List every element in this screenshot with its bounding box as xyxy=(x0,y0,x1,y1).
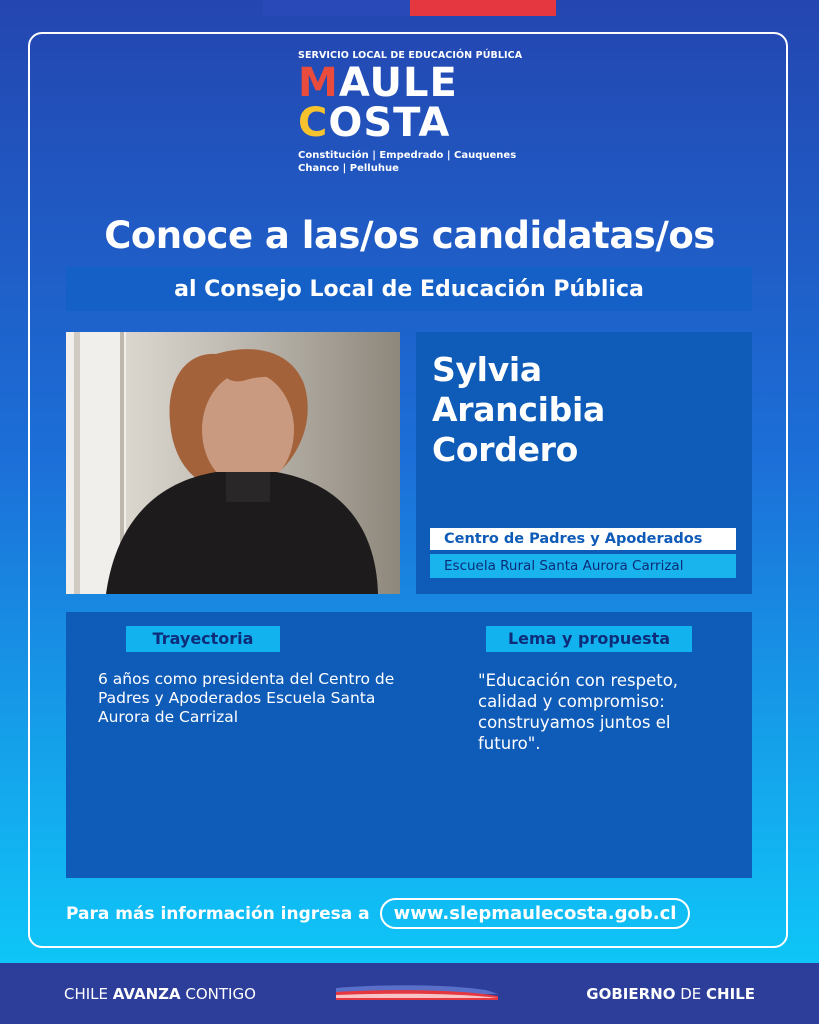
more-info-row xyxy=(66,898,690,929)
candidate-name-line-3: Cordero xyxy=(432,430,579,469)
info-panel xyxy=(66,612,752,878)
flag-stripes-icon xyxy=(336,984,498,1000)
candidate-name-panel xyxy=(416,332,752,594)
candidate-name-line-2: Arancibia xyxy=(432,390,605,429)
page-title: Conoce a las/os candidatas/os xyxy=(104,214,715,257)
comunas-line-2: Chanco | Pelluhue xyxy=(298,163,399,174)
candidate-photo-illustration xyxy=(66,332,400,594)
candidate-name-line-1: Sylvia xyxy=(432,350,542,389)
flag-red-segment xyxy=(410,0,557,16)
top-flag-bar xyxy=(263,0,556,16)
subtitle-banner xyxy=(66,267,752,311)
trayectoria-text: 6 años como presidenta del Centro de Padres y Apoderados Escuela Santa Aurora de Carrizal xyxy=(98,670,395,726)
logo-wordmark xyxy=(298,60,538,146)
chile-avanza-contigo: CHILE AVANZA CONTIGO xyxy=(64,984,256,1003)
organization-label: Centro de Padres y Apoderados xyxy=(430,528,736,550)
lema-text: "Educación con respeto, calidad y compromiso: construyamos juntos el futuro". xyxy=(478,671,679,753)
lema-badge: Lema y propuesta xyxy=(486,626,692,652)
comunas-line-1: Constitución | Empedrado | Cauquenes xyxy=(298,150,517,161)
website-link[interactable]: www.slepmaulecosta.gob.cl xyxy=(380,898,691,929)
logo-line-maule: MAULE xyxy=(298,60,458,106)
candidate-name xyxy=(432,350,605,470)
logo-superscript: SERVICIO LOCAL DE EDUCACIÓN PÚBLICA xyxy=(298,50,523,61)
logo-comunas xyxy=(298,149,538,175)
flag-blue-segment xyxy=(263,0,410,16)
more-info-text: Para más información ingresa a xyxy=(66,903,370,924)
gobierno-de-chile: GOBIERNO DE CHILE xyxy=(586,984,755,1003)
candidate-photo xyxy=(66,332,400,594)
logo-line-costa: COSTA xyxy=(298,100,451,146)
maule-costa-logo xyxy=(298,50,538,175)
trayectoria-badge: Trayectoria xyxy=(126,626,280,652)
subtitle-text: al Consejo Local de Educación Pública xyxy=(174,276,644,302)
school-label: Escuela Rural Santa Aurora Carrizal xyxy=(430,554,736,578)
